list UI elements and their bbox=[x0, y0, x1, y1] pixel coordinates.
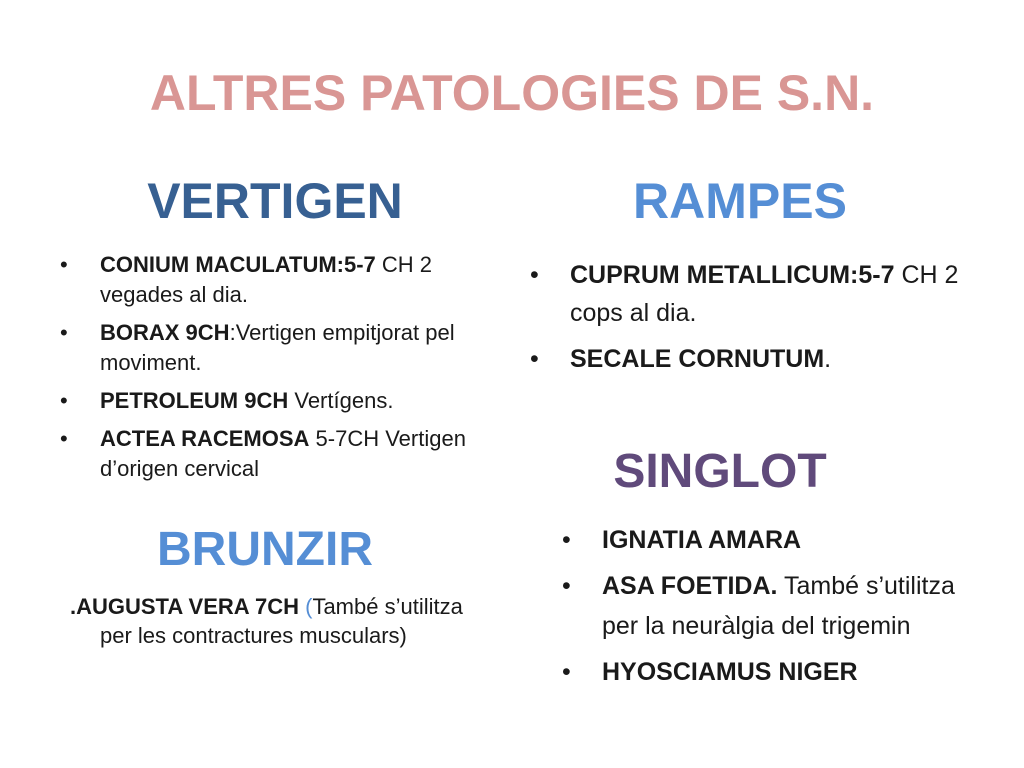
list-item bbox=[60, 424, 500, 484]
remedy-note: També s’utilitza bbox=[312, 594, 463, 619]
remedy-name: HYOSCIAMUS NIGER bbox=[602, 658, 858, 686]
list-item bbox=[562, 652, 962, 692]
remedy-name: SECALE CORNUTUM bbox=[570, 345, 825, 373]
list-item bbox=[562, 566, 962, 646]
list-item bbox=[60, 318, 500, 378]
remedy-note: 5-7CH Vertigen d’origen cervical bbox=[100, 426, 466, 481]
remedy-name: CUPRUM METALLICUM:5-7 bbox=[570, 261, 895, 289]
vertigen-list bbox=[60, 250, 500, 492]
brunzir-text bbox=[70, 592, 510, 650]
heading-brunzir: BRUNZIR bbox=[157, 523, 373, 576]
list-item bbox=[530, 340, 970, 378]
remedy-name: .AUGUSTA VERA 7CH bbox=[70, 594, 299, 619]
remedy-name: CONIUM MACULATUM:5-7 bbox=[100, 252, 376, 277]
heading-rampes: RAMPES bbox=[633, 173, 847, 229]
remedy-name: PETROLEUM 9CH bbox=[100, 388, 289, 413]
list-item bbox=[60, 250, 500, 310]
list-item bbox=[60, 386, 500, 416]
remedy-note: :Vertigen empitjorat pel moviment. bbox=[100, 320, 455, 375]
slide-title: ALTRES PATOLOGIES DE S.N. bbox=[149, 65, 875, 121]
remedy-note: CH 2 vegades al dia. bbox=[100, 252, 433, 307]
remedy-name: IGNATIA AMARA bbox=[602, 526, 802, 554]
heading-singlot: SINGLOT bbox=[613, 445, 827, 498]
remedy-name: ASA FOETIDA. bbox=[602, 572, 778, 600]
heading-vertigen: VERTIGEN bbox=[147, 173, 403, 229]
list-item bbox=[530, 256, 970, 332]
remedy-note: Vertígens. bbox=[288, 388, 394, 413]
remedy-note: CH 2 cops al dia. bbox=[570, 261, 959, 327]
remedy-name: ACTEA RACEMOSA bbox=[100, 426, 310, 451]
singlot-list bbox=[562, 520, 962, 698]
remedy-note: També s’utilitza per la neuràlgia del trigemin bbox=[602, 572, 955, 640]
remedy-note-line2: per les contractures musculars) bbox=[100, 623, 407, 648]
remedy-name: BORAX 9CH bbox=[100, 320, 230, 345]
list-item bbox=[562, 520, 962, 560]
paren-open: ( bbox=[298, 594, 313, 619]
remedy-note: . bbox=[824, 345, 832, 373]
rampes-list bbox=[530, 256, 970, 386]
